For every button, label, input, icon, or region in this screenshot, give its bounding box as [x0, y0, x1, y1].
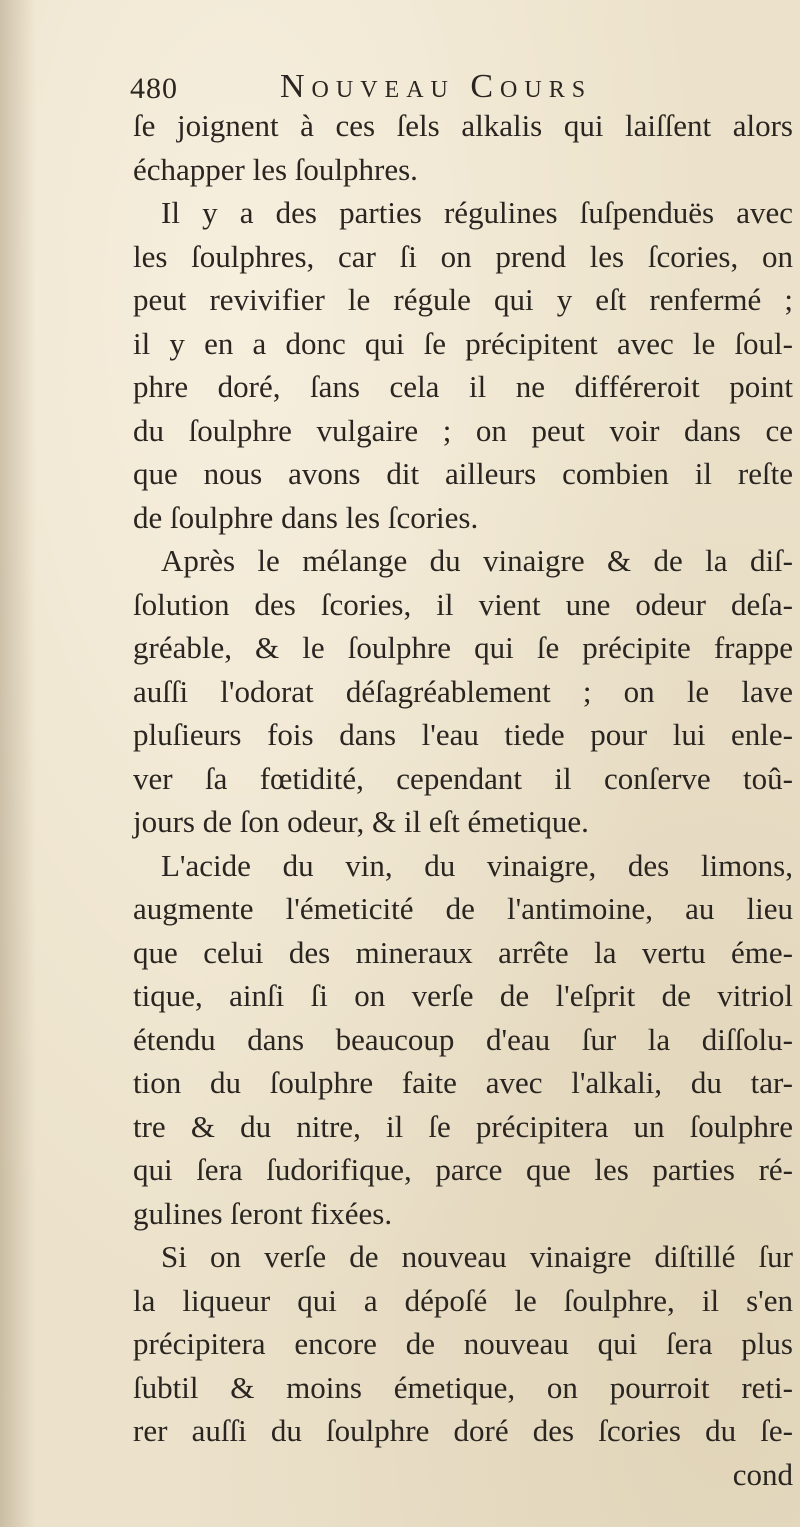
text-line: étendu dans beaucoup d'eau ſur la diſſolu-: [133, 1021, 793, 1057]
body-text: [133, 104, 793, 1496]
text-line: que nous avons dit ailleurs combien il reſte: [133, 456, 793, 491]
text-line: rer auſſi du ſoulphre doré des ſcories du ſe-: [133, 1413, 793, 1448]
text-line: tre & du nitre, il ſe précipitera un ſoulphre: [133, 1108, 793, 1144]
text-line: gulines ſeront fixées.: [133, 1195, 393, 1231]
text-line: pluſieurs fois dans l'eau tiede pour lui enle-: [133, 717, 793, 752]
text-line: la liqueur qui a dépoſé le ſoulphre, il s'en: [133, 1282, 793, 1318]
catchword: cond: [732, 1456, 793, 1492]
text-line: peut revivifier le régule qui y eſt renfermé ;: [133, 282, 793, 317]
text-line: échapper les ſoulphres.: [133, 151, 418, 187]
text-line: il y en a donc qui ſe précipitent avec le ſoul-: [133, 325, 793, 361]
text-line: qui ſera ſudorifique, parce que les parties ré-: [133, 1152, 793, 1187]
text-line: précipitera encore de nouveau qui ſera plus: [133, 1326, 793, 1361]
text-line: les ſoulphres, car ſi on prend les ſcories, on: [133, 238, 793, 274]
text-line: du ſoulphre vulgaire ; on peut voir dans ce: [133, 412, 793, 448]
text-line: tion du ſoulphre faite avec l'alkali, du tar-: [133, 1065, 793, 1100]
text-line: phre doré, ſans cela il ne différeroit point: [133, 369, 793, 404]
text-line: que celui des mineraux arrête la vertu éme-: [133, 934, 793, 970]
running-title: Nouveau Cours: [280, 68, 593, 105]
text-line: ſe joignent à ces ſels alkalis qui laiſſent alors: [133, 108, 793, 143]
paragraph-first-line: Il y a des parties régulines ſuſpenduës avec: [161, 195, 793, 230]
paragraph-first-line: Après le mélange du vinaigre & de la diſ-: [161, 543, 793, 578]
paragraph-first-line: Si on verſe de nouveau vinaigre diſtillé ſur: [161, 1239, 793, 1274]
text-line: auſſi l'odorat déſagréablement ; on le lave: [133, 673, 793, 709]
page-number: 480: [130, 72, 178, 105]
paragraph-first-line: L'acide du vin, du vinaigre, des limons,: [161, 847, 793, 883]
text-line: de ſoulphre dans les ſcories.: [133, 499, 479, 535]
text-line: augmente l'émeticité de l'antimoine, au lieu: [133, 891, 793, 926]
page-gutter-shadow: [0, 0, 36, 1527]
text-line: ſolution des ſcories, il vient une odeur deſa-: [133, 586, 793, 622]
text-line: tique, ainſi ſi on verſe de l'eſprit de vitriol: [133, 978, 793, 1013]
text-line: ver ſa fœtidité, cependant il conſerve toû-: [133, 760, 793, 796]
text-line: ſubtil & moins émetique, on pourroit reti-: [133, 1369, 793, 1405]
text-line: gréable, & le ſoulphre qui ſe précipite frappe: [133, 630, 793, 665]
text-line: jours de ſon odeur, & il eſt émetique.: [133, 804, 589, 839]
